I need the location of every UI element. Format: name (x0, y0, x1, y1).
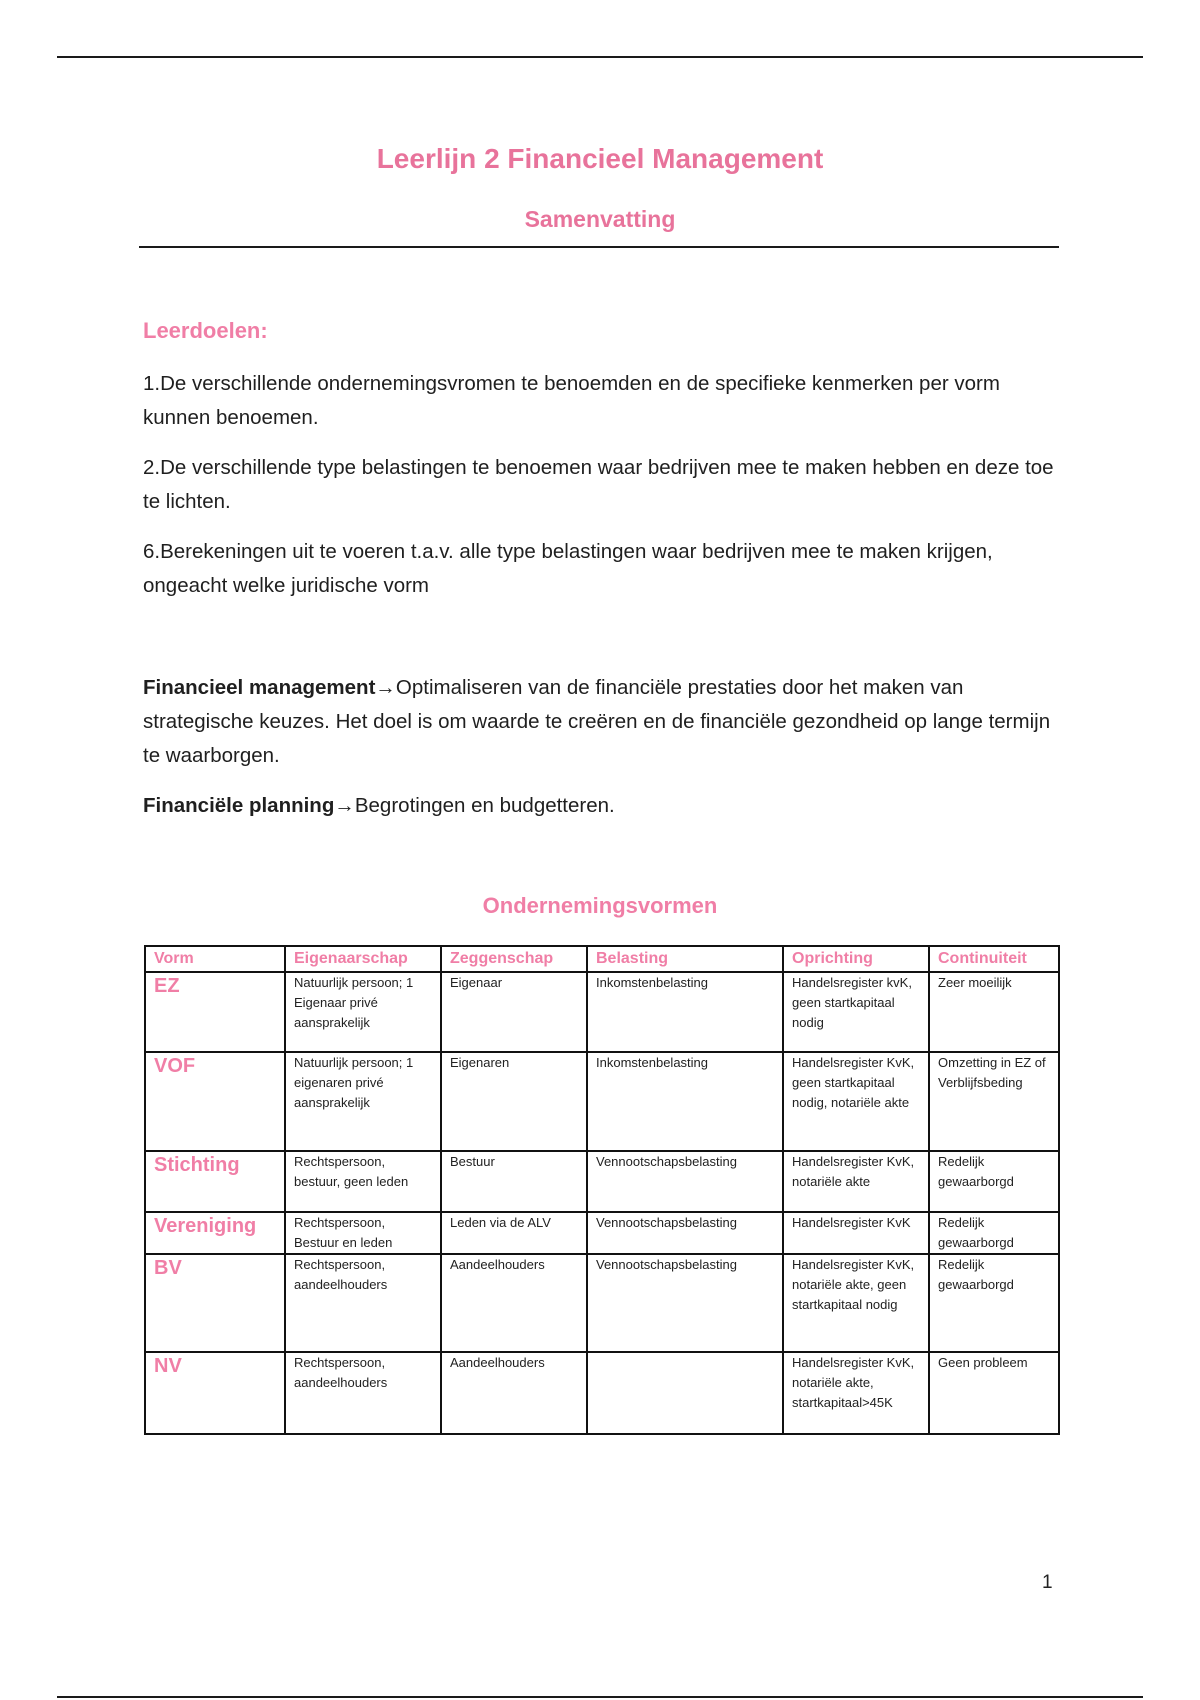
table-cell: Zeer moeilijk (929, 972, 1059, 1052)
definitions (143, 671, 1063, 839)
table-cell: Bestuur (441, 1151, 587, 1212)
table-cell: Rechtspersoon, bestuur, geen leden (285, 1151, 441, 1212)
table-cell: Handelsregister KvK, notariële akte, geen startkapitaal nodig (783, 1254, 929, 1352)
document-subtitle: Samenvatting (524, 206, 676, 232)
table-cell: Rechtspersoon, aandeelhouders (285, 1254, 441, 1352)
table-cell-vorm: NV (145, 1352, 285, 1434)
table-cell: Eigenaar (441, 972, 587, 1052)
column-header: Belasting (587, 946, 783, 972)
table-cell: Redelijk gewaarborgd (929, 1254, 1059, 1352)
column-header: Oprichting (783, 946, 929, 972)
table-cell: Omzetting in EZ of Verblijfsbeding (929, 1052, 1059, 1151)
definition-financieel-management (143, 671, 1063, 773)
ondernemingsvormen-table (144, 945, 1060, 1435)
table-cell: Handelsregister KvK (783, 1212, 929, 1254)
table-row (145, 1212, 1059, 1254)
table-cell: Leden via de ALV (441, 1212, 587, 1254)
goals-list (143, 367, 1063, 619)
table-cell: Handelsregister KvK, geen startkapitaal nodig, notariële akte (783, 1052, 929, 1151)
table-cell: Natuurlijk persoon; 1 eigenaren privé aansprakelijk (285, 1052, 441, 1151)
table-cell: Vennootschapsbelasting (587, 1212, 783, 1254)
table-cell: Vennootschapsbelasting (587, 1254, 783, 1352)
goal-item: 6.Berekeningen uit te voeren t.a.v. alle type belastingen waar bedrijven mee te maken krijgen, ongeacht welke juridische vorm (143, 540, 993, 597)
goal-item: 1.De verschillende ondernemingsvromen te benoemden en de specifieke kenmerken per vorm kunnen benoemen. (143, 372, 1000, 429)
table-row (145, 1052, 1059, 1151)
definition-text: Optimaliseren van de financiële prestaties door het maken van strategische keuzes. Het doel is om waarde te creëren en de financiële gezondheid op lange termijn te waarborgen. (143, 676, 1051, 767)
table-cell-vorm: Vereniging (145, 1212, 285, 1254)
arrow-icon: → (375, 676, 396, 699)
table-cell: Inkomstenbelasting (587, 972, 783, 1052)
table-cell (587, 1352, 783, 1434)
table-cell: Rechtspersoon, Bestuur en leden (285, 1212, 441, 1254)
table-cell: Handelsregister kvK, geen startkapitaal nodig (783, 972, 929, 1052)
table-cell: Natuurlijk persoon; 1 Eigenaar privé aansprakelijk (285, 972, 441, 1052)
table-row (145, 972, 1059, 1052)
definition-text: Begrotingen en budgetteren. (354, 794, 615, 817)
table-cell: Handelsregister KvK, notariële akte (783, 1151, 929, 1212)
table-title: Ondernemingsvormen (482, 893, 718, 918)
column-header: Continuiteit (929, 946, 1059, 972)
table-cell: Rechtspersoon, aandeelhouders (285, 1352, 441, 1434)
page-bottom-rule (57, 1696, 1143, 1698)
title-rule (139, 246, 1059, 248)
table-cell: Inkomstenbelasting (587, 1052, 783, 1151)
document-title: Leerlijn 2 Financieel Management (376, 143, 824, 174)
table-cell: Geen probleem (929, 1352, 1059, 1434)
table-cell: Redelijk gewaarborgd (929, 1212, 1059, 1254)
table-row (145, 1254, 1059, 1352)
table-header-row (145, 946, 1059, 972)
table-cell-vorm: EZ (145, 972, 285, 1052)
table-cell: Aandeelhouders (441, 1254, 587, 1352)
table-row (145, 1352, 1059, 1434)
page-number: 1 (1042, 1572, 1053, 1593)
definition-term: Financieel management (143, 676, 376, 699)
page-top-rule (57, 56, 1143, 58)
table-cell-vorm: VOF (145, 1052, 285, 1151)
goal-item: 2.De verschillende type belastingen te benoemen waar bedrijven mee te maken hebben en deze toe te lichten. (143, 456, 1054, 513)
table-cell: Handelsregister KvK, notariële akte, startkapitaal>45K (783, 1352, 929, 1434)
column-header: Zeggenschap (441, 946, 587, 972)
column-header: Vorm (145, 946, 285, 972)
table-cell: Aandeelhouders (441, 1352, 587, 1434)
definition-term: Financiële planning (143, 794, 335, 817)
table-cell-vorm: BV (145, 1254, 285, 1352)
table-cell: Eigenaren (441, 1052, 587, 1151)
arrow-icon: → (334, 794, 355, 817)
table-cell: Redelijk gewaarborgd (929, 1151, 1059, 1212)
goals-heading: Leerdoelen: (143, 318, 268, 343)
table-cell: Vennootschapsbelasting (587, 1151, 783, 1212)
definition-financiele-planning (143, 789, 1063, 823)
table-row (145, 1151, 1059, 1212)
table-cell-vorm: Stichting (145, 1151, 285, 1212)
column-header: Eigenaarschap (285, 946, 441, 972)
